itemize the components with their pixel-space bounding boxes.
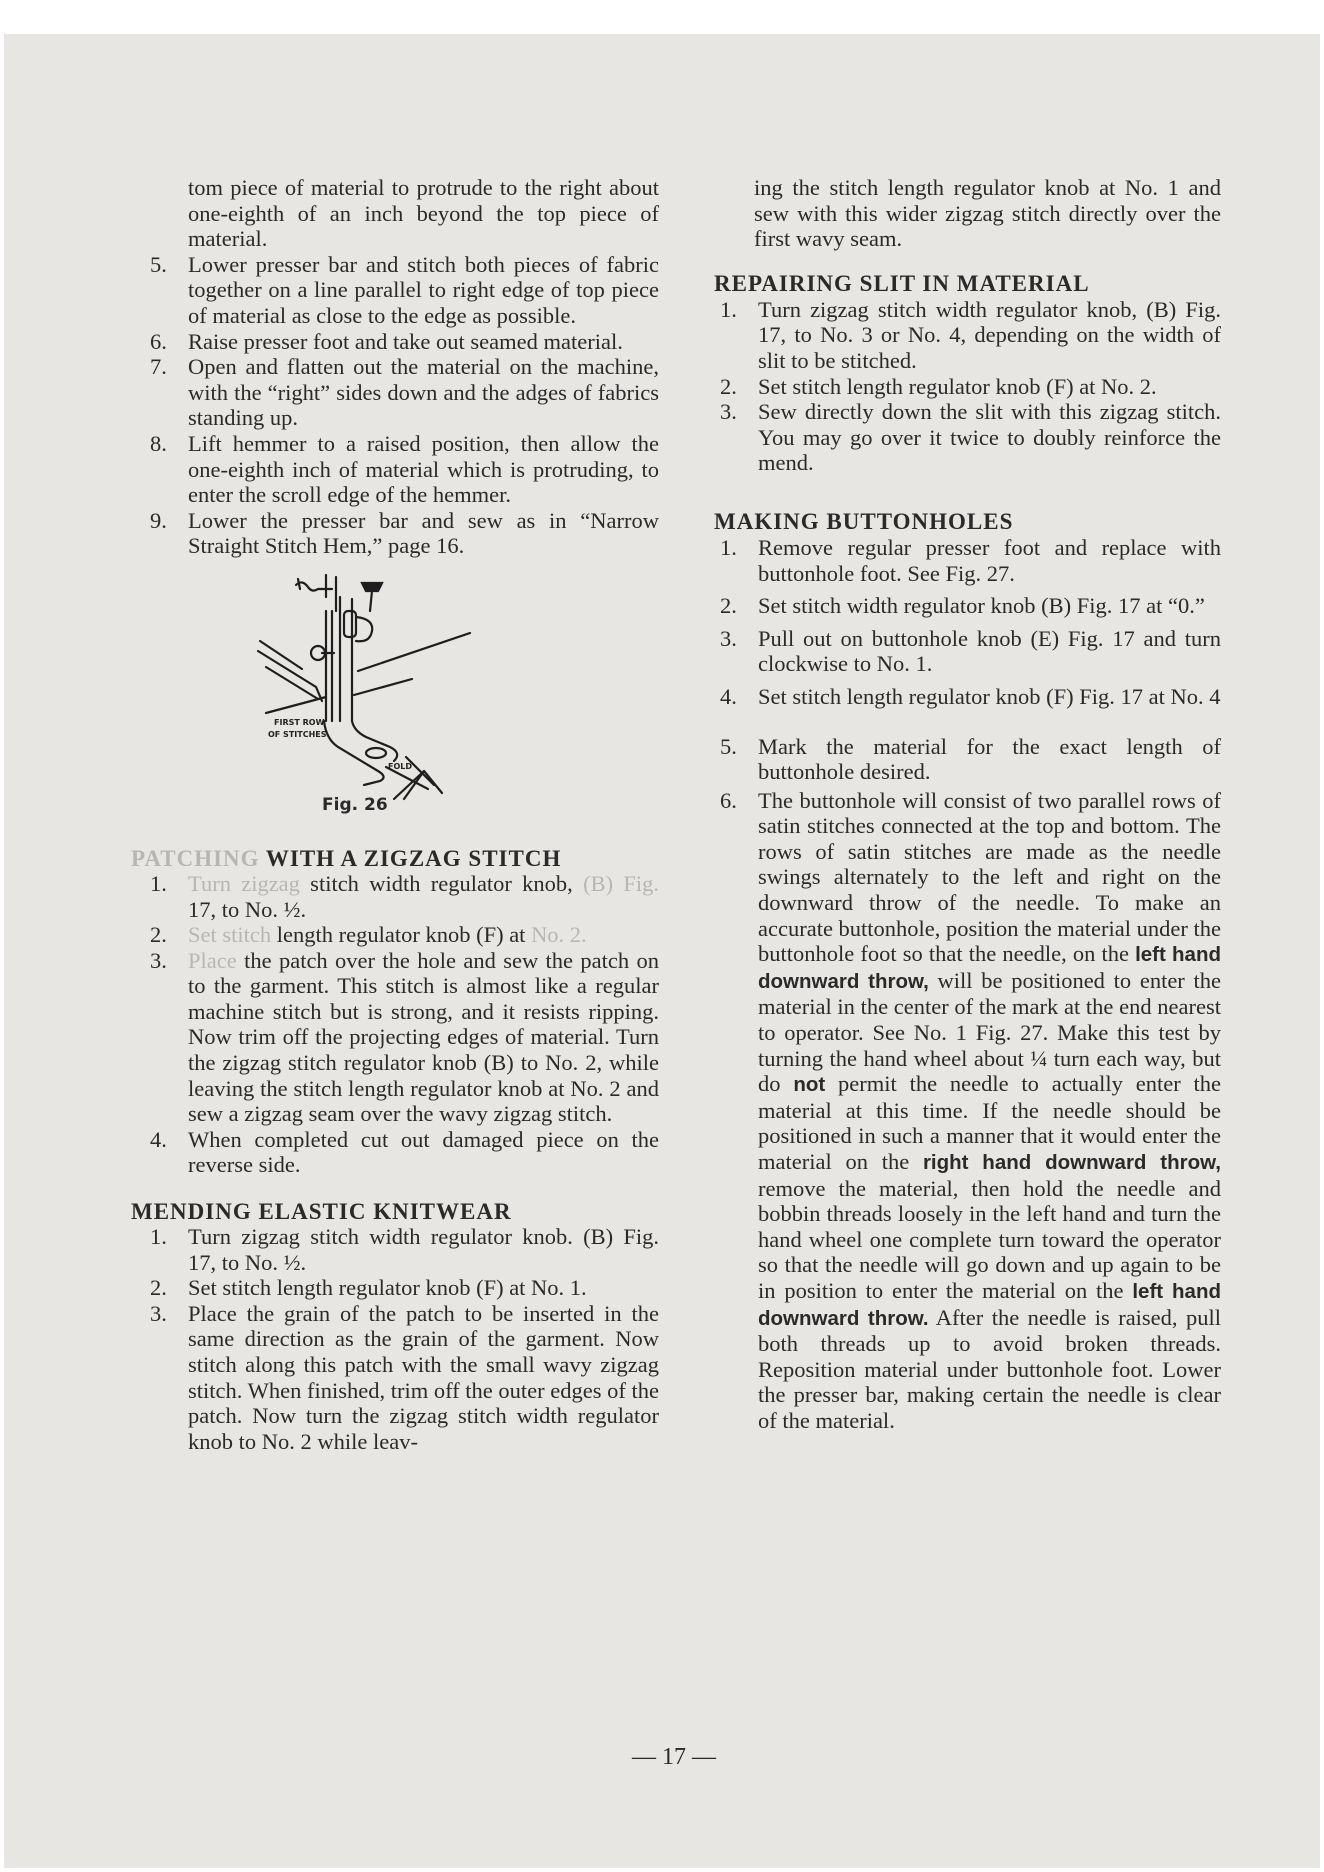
step-number: 3.: [720, 625, 737, 651]
list-item: [144, 1224, 659, 1275]
emphasis-text: right hand downward throw,: [922, 1151, 1221, 1174]
list-item: [144, 948, 659, 1127]
step-text: Sew directly down the slit with this zigzag stitch. You may go over it twice to doubly reinforce the mend.: [758, 399, 1221, 476]
list-item: [714, 684, 1221, 710]
step-text: Set stitch length regulator knob (F) at No. 1.: [188, 1275, 587, 1301]
step-number: 2.: [150, 922, 167, 948]
list-item: [144, 354, 659, 431]
section-heading-repairing: REPAIRING SLIT IN MATERIAL: [714, 270, 1090, 296]
mending-steps: [144, 1224, 659, 1454]
step-text: Lift hemmer to a raised position, then allow the one-eighth inch of material which is protruding, to enter the scroll edge of the hemmer.: [188, 430, 659, 508]
step-number: 8.: [150, 430, 167, 456]
step-text: Place the grain of the patch to be inserted in the same direction as the grain of the garment. Now stitch along this patch with the small wavy zigzag stitch. When finished, trim off the outer edges of the patch. Now turn the zigzag stitch width regulator knob to No. 2 while leav-: [188, 1300, 659, 1454]
step-number: 9.: [150, 507, 167, 533]
step-text: Set stitch length regulator knob (F) at No. 2.: [758, 373, 1157, 399]
page-number: — 17 —: [632, 1744, 716, 1770]
repairing-steps: [714, 297, 1221, 476]
step-text: stitch width regulator knob,: [299, 870, 573, 896]
manual-page: [4, 34, 1320, 1868]
step-text: Set stitch length regulator knob (F) Fig. 17 at No. 4: [758, 683, 1221, 709]
step-text: Turn zigzag stitch width regulator knob, (B) Fig. 17, to No. 3 or No. 4, depending on the width of slit to be stitched.: [758, 296, 1221, 373]
step-text: will be positioned to enter the material in the center of the mark at the end nearest to operator. See No. 1 Fig. 27. Make this test by turning the hand wheel about ¼ turn each way, but do: [758, 967, 1221, 1097]
list-item: [714, 535, 1221, 586]
list-item: [144, 252, 659, 329]
list-item: [144, 1127, 659, 1178]
buttonhole-steps: [714, 535, 1221, 1434]
patching-steps: [144, 871, 659, 1178]
step-number: 1.: [150, 870, 167, 896]
step-text: 17, to No. ½.: [188, 896, 307, 922]
step-text: The buttonhole will consist of two parallel rows of satin stitches connected at the top and bottom. The rows of satin stitches are made as the needle swings alternately to the left and right on the downward throw of the needle. To make an accurate buttonhole, position the material under the buttonhole foot so that the needle, on the: [758, 787, 1221, 967]
step-text: Lower the presser bar and sew as in “Narrow Straight Stitch Hem,” page 16.: [188, 507, 659, 559]
step-number: 1.: [720, 296, 737, 322]
step-number: 3.: [150, 1300, 167, 1326]
step-text: Remove regular presser foot and replace with buttonhole foot. See Fig. 27.: [758, 534, 1221, 586]
figure-label-fold: FOLD: [388, 761, 413, 771]
step-number: 4.: [720, 683, 737, 709]
step-text: After the needle is raised, pull both threads up to avoid broken threads. Reposition material under buttonhole foot. Lower the presser bar, making certain the needle is clear of the material.: [758, 1304, 1221, 1433]
hem-steps: [144, 252, 659, 559]
step-number: 3.: [150, 947, 167, 973]
step-text: Turn zigzag stitch width regulator knob. (B) Fig. 17, to No. ½.: [188, 1224, 659, 1275]
figure-label-of-stitches: OF STITCHES: [268, 729, 327, 739]
heading-text: WITH A ZIGZAG STITCH: [259, 845, 562, 871]
step-text: When completed cut out damaged piece on the reverse side.: [188, 1126, 659, 1178]
list-item: [144, 431, 659, 508]
section-heading-buttonholes: MAKING BUTTONHOLES: [714, 508, 1014, 534]
step-text-faded: Turn zigzag: [188, 870, 300, 896]
left-column: [131, 175, 659, 1454]
list-item: [714, 788, 1221, 1434]
step-number: 3.: [720, 399, 737, 425]
step-number: 2.: [150, 1275, 167, 1301]
list-item: [144, 871, 659, 922]
step-text: Lower presser bar and stitch both pieces of fabric together on a line parallel to right edge of top piece of material as close to the edge as possible.: [188, 251, 659, 328]
step-text-faded: Set stitch: [188, 922, 272, 948]
step-number: 5.: [720, 733, 737, 759]
step-number: 2.: [720, 593, 737, 619]
list-item: [714, 374, 1221, 400]
step-number: 6.: [150, 328, 167, 354]
step-text: the patch over the hole and sew the patch on to the garment. This stitch is almost like a regular machine stitch but is strong, and it resists ripping. Now trim off the projecting edges of material. Turn the zigzag stitch regulator knob (B) to No. 2, while leaving the stitch length regulator knob at No. 2 and sew a zigzag seam over the wavy zigzag stitch.: [188, 947, 659, 1127]
step-number: 5.: [150, 251, 167, 277]
step-text: permit the needle to actually enter the material at this time. If the needle should be positioned in such a manner that it would enter the material on the: [758, 1071, 1222, 1174]
list-item: [714, 734, 1221, 785]
step-text: Pull out on buttonhole knob (E) Fig. 17 and turn clockwise to No. 1.: [758, 625, 1221, 677]
step-number: 1.: [150, 1224, 167, 1250]
step-text: length regulator knob (F) at: [271, 922, 526, 948]
step-number: 1.: [720, 534, 737, 560]
emphasis-text: left hand downward throw,: [758, 943, 1221, 993]
step-number: 7.: [150, 354, 167, 380]
heading-faded-part: PATCHING: [131, 845, 260, 871]
list-item: [144, 329, 659, 355]
step-text-faded: No. 2.: [531, 922, 587, 948]
figure-label-first-row: FIRST ROW: [274, 717, 325, 727]
step-number: 6.: [720, 787, 737, 813]
list-item: [714, 593, 1221, 619]
list-item: [144, 508, 659, 559]
step-text: Open and flatten out the material on the machine, with the “right” sides down and the adges of fabrics standing up.: [188, 354, 659, 431]
figure-26: [144, 571, 659, 821]
continued-paragraph: ing the stitch length regulator knob at No. 1 and sew with this wider zigzag stitch directly over the first wavy seam.: [754, 175, 1221, 252]
step-text: Set stitch width regulator knob (B) Fig. 17 at “0.”: [758, 593, 1205, 619]
emphasis-text: not: [793, 1073, 826, 1097]
list-item: [144, 922, 659, 948]
presser-foot-illustration: [256, 571, 496, 801]
step-text-faded: (B) Fig.: [583, 870, 659, 896]
right-column: [714, 175, 1221, 1434]
step-text: Raise presser foot and take out seamed material.: [188, 328, 623, 354]
section-heading-mending: MENDING ELASTIC KNITWEAR: [131, 1199, 512, 1225]
list-item: [714, 399, 1221, 476]
step-text: remove the material, then hold the needle and bobbin threads loosely in the left hand and turn the hand wheel one complete turn toward the operator so that the needle will go down and up again to be in position to enter the material on the: [758, 1175, 1221, 1303]
continued-paragraph: tom piece of material to protrude to the right about one-eighth of an inch beyond the top piece of material.: [188, 175, 659, 252]
list-item: [144, 1301, 659, 1455]
list-item: [714, 297, 1221, 374]
emphasis-text: left hand downward throw.: [758, 1279, 1221, 1330]
figure-caption: Fig. 26: [322, 794, 388, 815]
section-heading-patching: [131, 845, 659, 873]
step-number: 4.: [150, 1126, 167, 1152]
step-text-faded: Place: [188, 947, 237, 973]
step-text: Mark the material for the exact length of buttonhole desired.: [758, 733, 1221, 785]
list-item: [714, 626, 1221, 677]
step-number: 2.: [720, 373, 737, 399]
list-item: [144, 1275, 659, 1301]
